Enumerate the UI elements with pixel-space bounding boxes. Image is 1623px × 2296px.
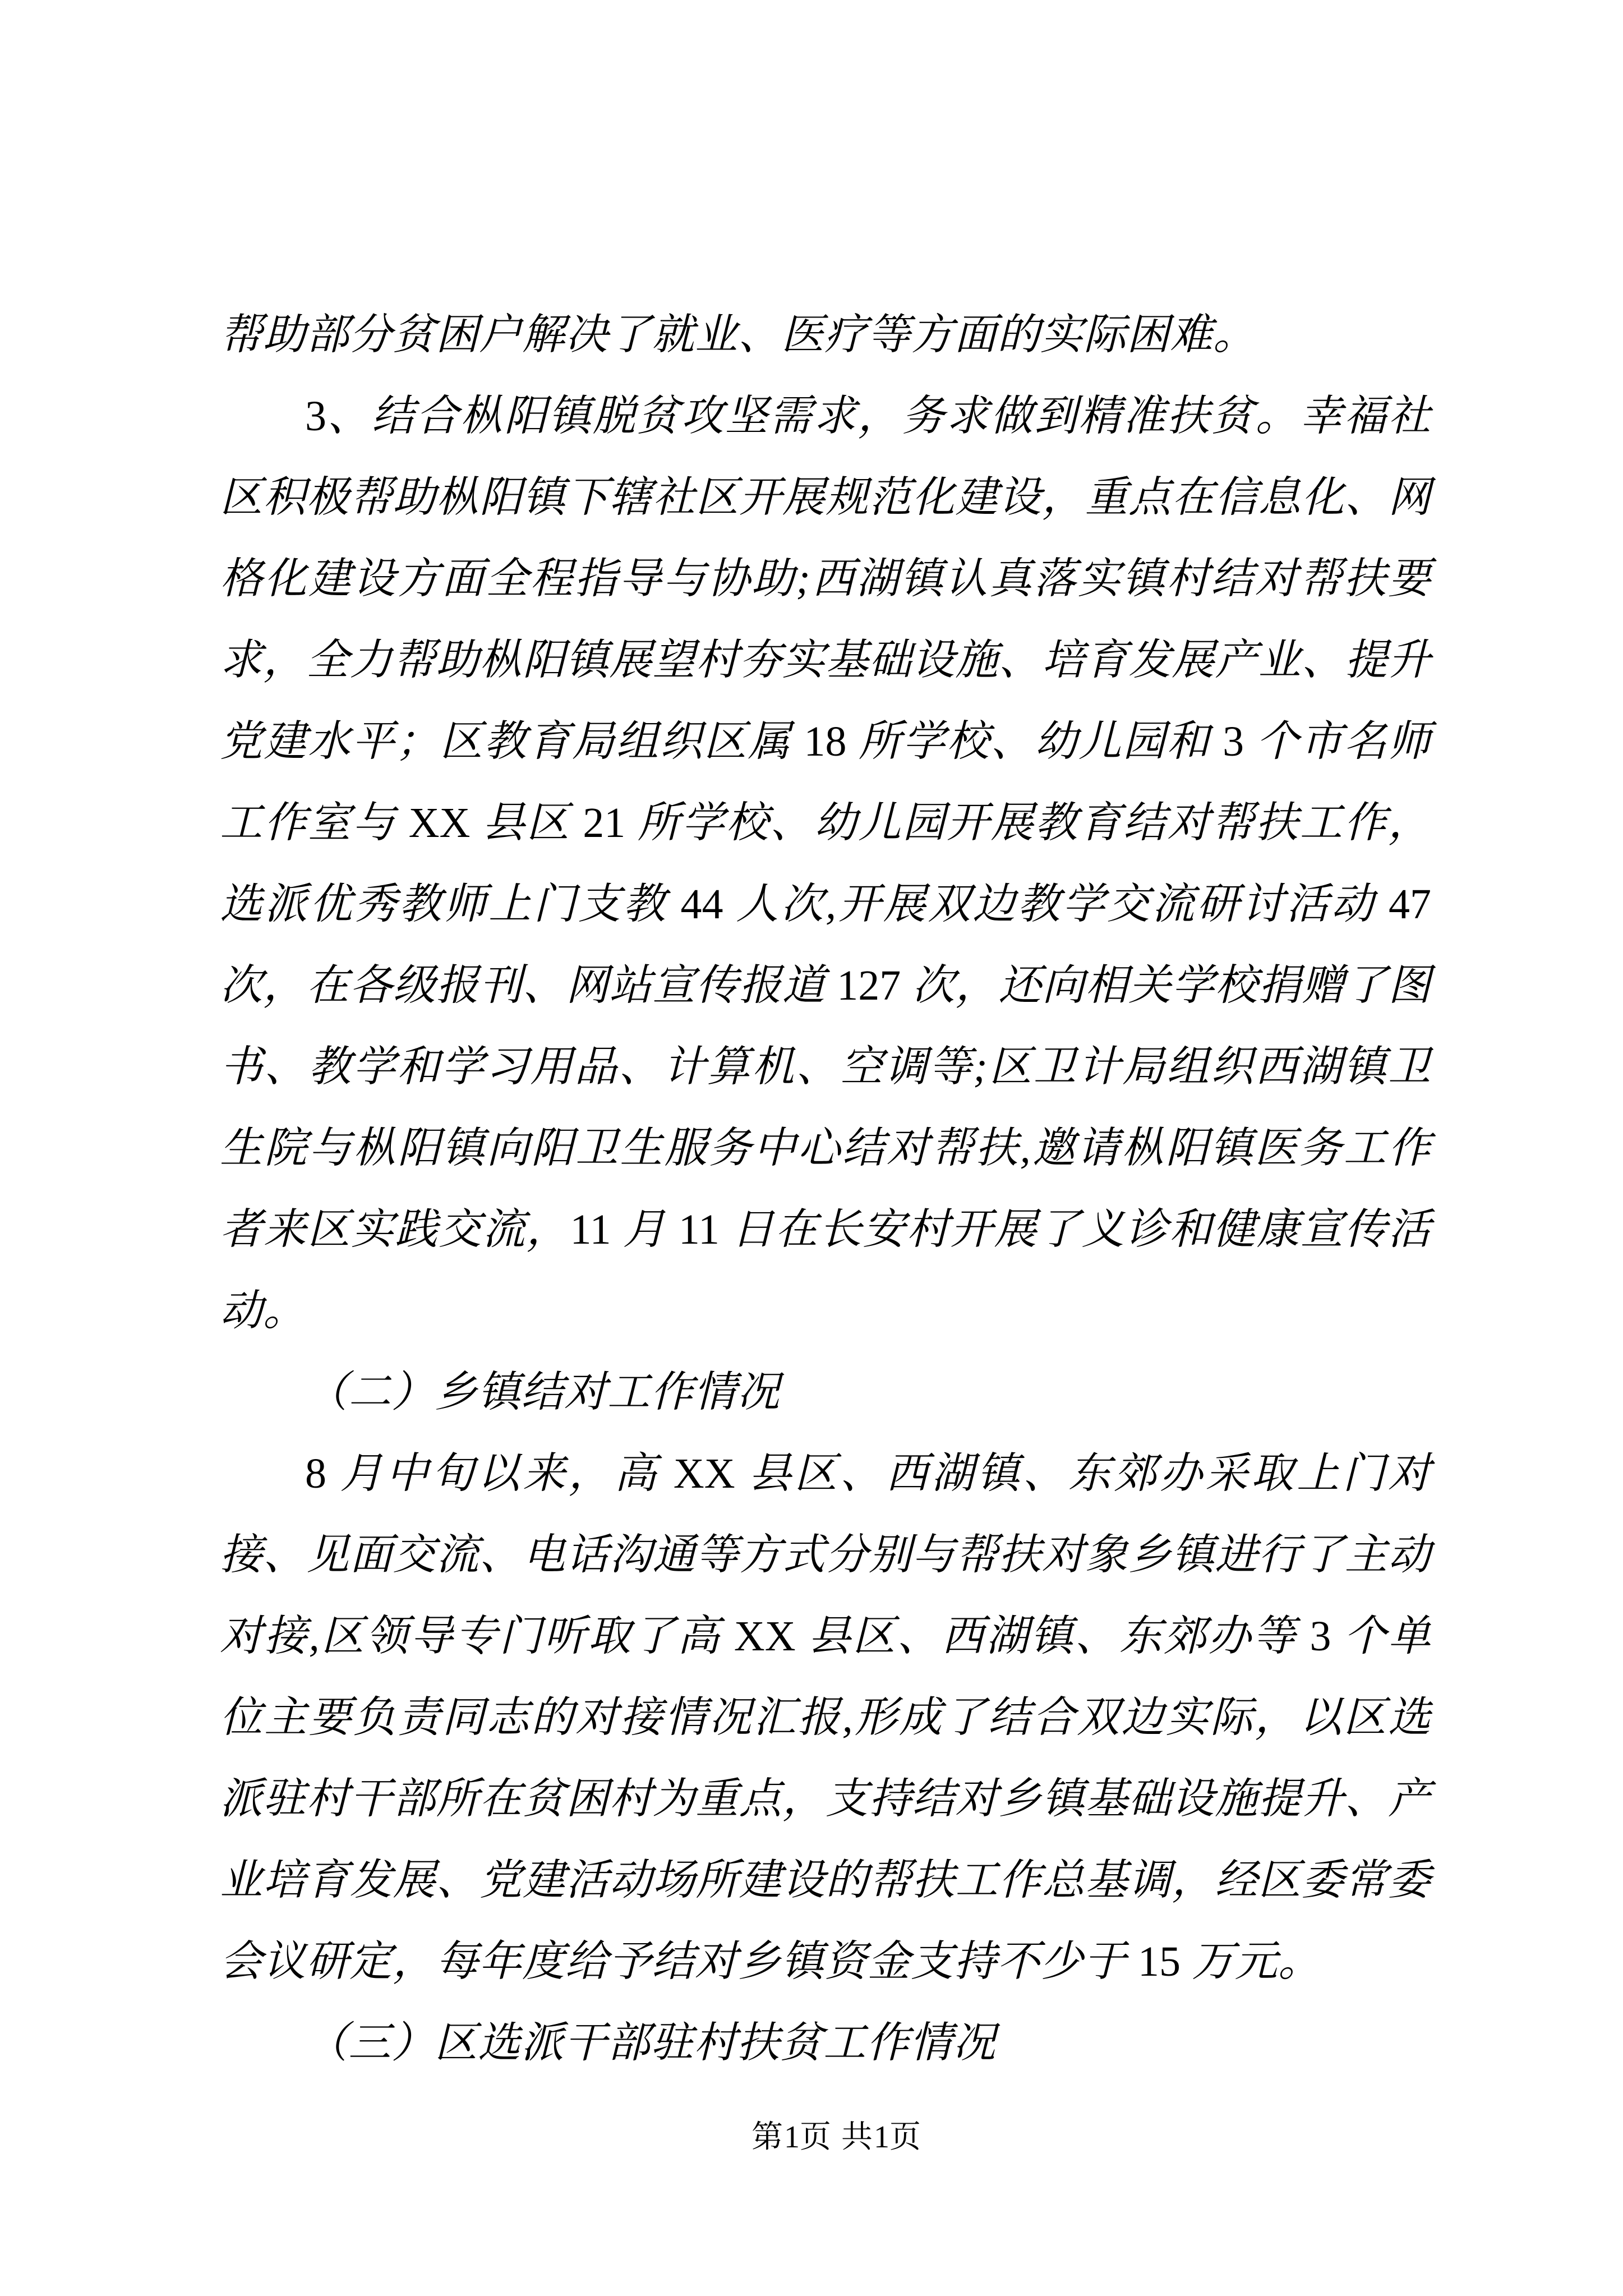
section-heading-3-village-cadres: （三）区选派干部驻村扶贫工作情况	[305, 2019, 996, 2067]
document-body	[220, 295, 1431, 2084]
paragraph-item-3-precision-poverty-alleviation: 3、结合枞阳镇脱贫攻坚需求，务求做到精准扶贫。幸福社区积极帮助枞阳镇下辖社区开展规范化建设，重点在信息化、网格化建设方面全程指导与协助;西湖镇认真落实镇村结对帮扶要求，全力帮助枞阳镇展望村夯实基础设施、培育发展产业、提升党建水平；区教育局组织区属 18 所学校、幼儿园和 3 个市名师工作室与 XX 县区 21 所学校、幼儿园开展教育结对帮扶工作，选派优秀教师上门支教 44 人次,开展双边教学交流研讨活动 47 次，在各级报刊、网站宣传报道 127 次，还向相关学校捐赠了图书、教学和学习用品、计算机、空调等;区卫计局组织西湖镇卫生院与枞阳镇向阳卫生服务中心结对帮扶,邀请枞阳镇医务工作者来区实践交流，11 月 11 日在长安村开展了义诊和健康宣传活动。	[220, 393, 1432, 1335]
paragraph-township-pairing-details: 8 月中旬以来，高 XX 县区、西湖镇、东郊办采取上门对接、见面交流、电话沟通等方式分别与帮扶对象乡镇进行了主动对接,区领导专门听取了高 XX 县区、西湖镇、东郊办等 3 个单位主要负责同志的对接情况汇报,形成了结合双边实际，以区选派驻村干部所在贫困村为重点，支持结对乡镇基础设施提升、产业培育发展、党建活动场所建设的帮扶工作总基调，经区委常委会议研定，每年度给予结对乡镇资金支持不少于 15 万元。	[220, 1450, 1432, 1985]
section-heading-2-township-pairing: （二）乡镇结对工作情况	[305, 1369, 780, 1416]
page-number-footer: 第1页 共1页	[751, 2120, 922, 2155]
paragraph-continuation: 帮助部分贫困户解决了就业、医疗等方面的实际困难。	[220, 311, 1256, 358]
